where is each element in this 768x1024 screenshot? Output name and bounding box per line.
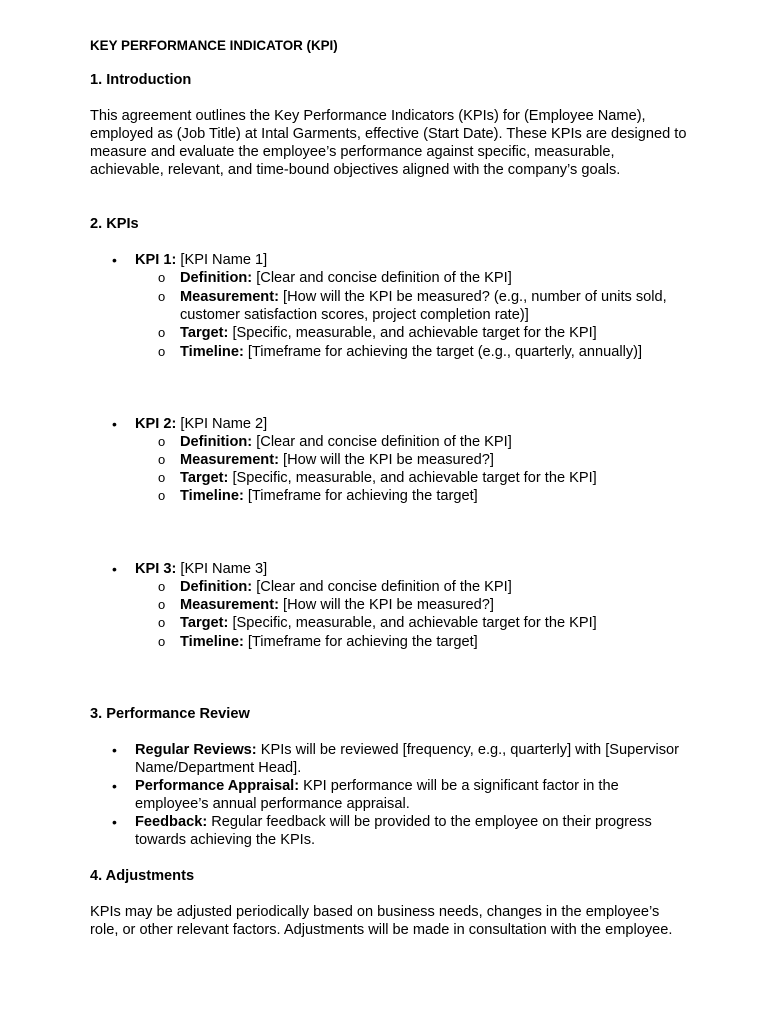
kpi-label: KPI 3:: [135, 561, 177, 577]
kpi-2-timeline: [180, 487, 478, 505]
kpi-1-measurement: [180, 288, 670, 324]
kpi-name: [KPI Name 2]: [180, 416, 268, 432]
sub-bullet-marker: o: [158, 470, 166, 485]
item-label: Measurement:: [180, 452, 279, 468]
item-text: KPI performance will be a significant factor in the employee’s annual performance appraisal.: [135, 778, 619, 812]
bullet-marker: •: [112, 416, 117, 432]
introduction-paragraph: This agreement outlines the Key Performance Indicators (KPIs) for (Employee Name), employed as (Job Title) at Intal Garments, effective (Start Date). These KPIs are designed to measure and evaluate the employee’s performance against specific, measurable, achievable, relevant, and time-bound objectives aligned with the company’s goals.: [90, 108, 687, 178]
sub-bullet-marker: o: [158, 452, 166, 467]
sub-bullet-marker: o: [158, 325, 166, 340]
kpi-2-target: [180, 469, 597, 487]
item-label: Timeline:: [180, 344, 244, 360]
item-text: [Timeframe for achieving the target]: [247, 488, 478, 504]
item-label: Definition:: [180, 579, 253, 595]
item-label: Target:: [180, 470, 229, 486]
kpi-3-measurement: [180, 596, 494, 614]
bullet-marker: •: [112, 742, 117, 758]
kpi-label: KPI 1:: [135, 252, 177, 268]
item-label: Definition:: [180, 270, 253, 286]
item-text: [How will the KPI be measured?]: [283, 452, 494, 468]
sub-bullet-marker: o: [158, 615, 166, 630]
kpi-name: [KPI Name 1]: [180, 252, 268, 268]
sub-bullet-marker: o: [158, 270, 166, 285]
item-label: Regular Reviews:: [135, 742, 257, 758]
sub-bullet-marker: o: [158, 434, 166, 449]
kpi-1-definition: [180, 269, 512, 287]
kpi-1-heading: [135, 251, 267, 269]
section-heading-performance-review: 3. Performance Review: [90, 706, 250, 722]
review-item-performance-appraisal: [135, 777, 680, 813]
bullet-marker: •: [112, 561, 117, 577]
item-label: Timeline:: [180, 488, 244, 504]
item-label: Measurement:: [180, 289, 279, 305]
item-text: [Clear and concise definition of the KPI]: [256, 579, 512, 595]
kpi-1-target: [180, 324, 597, 342]
review-item-regular-reviews: [135, 741, 680, 777]
item-label: Timeline:: [180, 634, 244, 650]
bullet-marker: •: [112, 778, 117, 794]
bullet-marker: •: [112, 252, 117, 268]
item-label: Target:: [180, 615, 229, 631]
item-text: KPIs will be reviewed [frequency, e.g., quarterly] with [Supervisor Name/Department Head].: [135, 742, 680, 776]
kpi-2-definition: [180, 433, 512, 451]
sub-bullet-marker: o: [158, 344, 166, 359]
item-label: Feedback:: [135, 814, 208, 830]
adjustments-paragraph: KPIs may be adjusted periodically based on business needs, changes in the employee’s role, or other relevant factors. Adjustments will be made in consultation with the employee.: [90, 904, 673, 938]
sub-bullet-marker: o: [158, 488, 166, 503]
kpi-1-timeline: [180, 343, 642, 361]
kpi-3-definition: [180, 578, 512, 596]
bullet-marker: •: [112, 814, 117, 830]
kpi-2-measurement: [180, 451, 494, 469]
kpi-label: KPI 2:: [135, 416, 177, 432]
item-text: [How will the KPI be measured?]: [283, 597, 494, 613]
item-text: [Clear and concise definition of the KPI]: [256, 434, 512, 450]
item-text: [Specific, measurable, and achievable target for the KPI]: [232, 470, 597, 486]
document-title: KEY PERFORMANCE INDICATOR (KPI): [90, 38, 338, 53]
section-heading-kpis: 2. KPIs: [90, 216, 139, 232]
item-label: Target:: [180, 325, 229, 341]
item-label: Performance Appraisal:: [135, 778, 300, 794]
item-text: [How will the KPI be measured? (e.g., number of units sold, customer satisfaction scores, project completion rate)]: [180, 289, 667, 323]
kpi-2-heading: [135, 415, 267, 433]
review-item-feedback: [135, 813, 680, 849]
item-label: Definition:: [180, 434, 253, 450]
item-text: [Specific, measurable, and achievable target for the KPI]: [232, 615, 597, 631]
item-label: Measurement:: [180, 597, 279, 613]
sub-bullet-marker: o: [158, 634, 166, 649]
item-text: Regular feedback will be provided to the employee on their progress towards achieving the KPIs.: [135, 814, 652, 848]
item-text: [Timeframe for achieving the target (e.g., quarterly, annually)]: [247, 344, 643, 360]
sub-bullet-marker: o: [158, 597, 166, 612]
item-text: [Clear and concise definition of the KPI]: [256, 270, 512, 286]
kpi-3-target: [180, 614, 597, 632]
sub-bullet-marker: o: [158, 289, 166, 304]
kpi-name: [KPI Name 3]: [180, 561, 268, 577]
section-heading-adjustments: 4. Adjustments: [90, 868, 195, 884]
kpi-3-timeline: [180, 633, 478, 651]
item-text: [Specific, measurable, and achievable target for the KPI]: [232, 325, 597, 341]
kpi-3-heading: [135, 560, 267, 578]
item-text: [Timeframe for achieving the target]: [247, 634, 478, 650]
section-heading-introduction: 1. Introduction: [90, 72, 192, 88]
sub-bullet-marker: o: [158, 579, 166, 594]
